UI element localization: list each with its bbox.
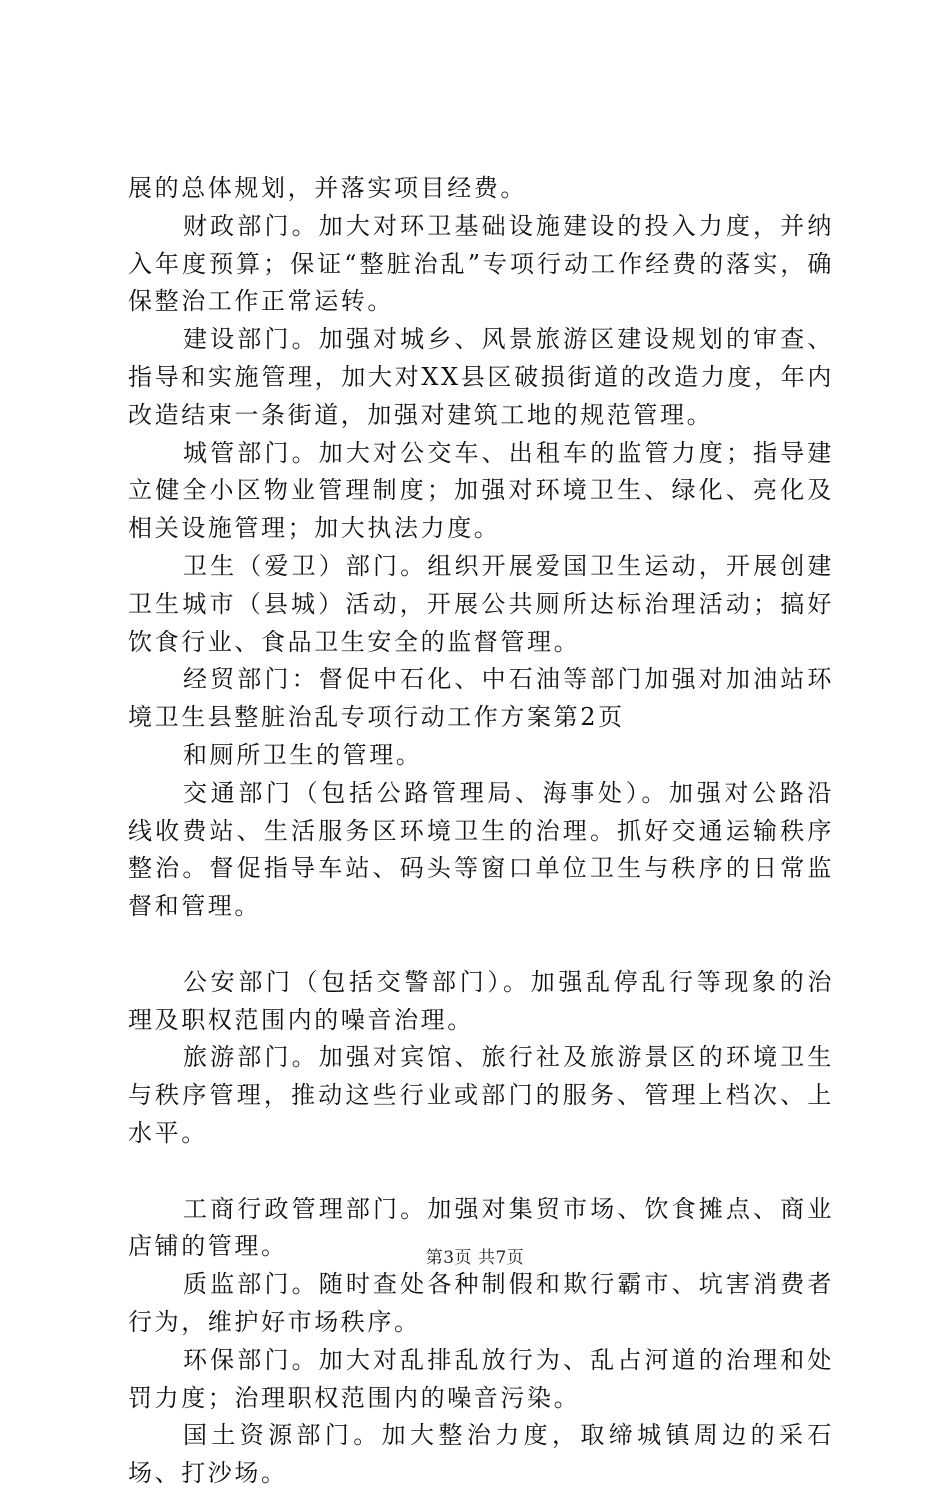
document-body [128, 170, 834, 1493]
paragraph-tourism-dept: 旅游部门。加强对宾馆、旅行社及旅游景区的环境卫生与秩序管理，推动这些行业或部门的服务、管理上档次、上水平。 [128, 1043, 834, 1147]
paragraph-continuation: 展的总体规划，并落实项目经费。 [128, 174, 527, 202]
page-footer: 第3页 共7页 [425, 1248, 525, 1268]
paragraph-public-security-dept: 公安部门（包括交警部门）。加强乱停乱行等现象的治理及职权范围内的噪音治理。 [128, 967, 834, 1034]
paragraph-environmental-dept: 环保部门。加大对乱排乱放行为、乱占河道的治理和处罚力度；治理职权范围内的噪音污染。 [128, 1345, 834, 1412]
paragraph-quality-supervision-dept: 质监部门。随时查处各种制假和欺行霸市、坑害消费者行为，维护好市场秩序。 [128, 1270, 834, 1336]
paragraph-finance-dept: 财政部门。加大对环卫基础设施建设的投入力度，并纳入年度预算；保证“整脏治乱”专项行动工作经费的落实，确保整治工作正常运转。 [128, 211, 834, 316]
paragraph-trade-dept: 经贸部门：督促中石化、中石油等部门加强对加油站环境卫生县整脏治乱专项行动工作方案第2页 [128, 665, 834, 732]
paragraph-urban-management-dept: 城管部门。加大对公交车、出租车的监管力度；指导建立健全小区物业管理制度；加强对环境卫生、绿化、亮化及相关设施管理；加大执法力度。 [128, 438, 834, 543]
paragraph-construction-dept: 建设部门。加强对城乡、风景旅游区建设规划的审查、指导和实施管理，加大对XX县区破损街道的改造力度，年内改造结束一条街道，加强对建筑工地的规范管理。 [128, 325, 834, 429]
paragraph-transport-dept: 交通部门（包括公路管理局、海事处）。加强对公路沿线收费站、生活服务区环境卫生的治理。抓好交通运输秩序整治。督促指导车站、码头等窗口单位卫生与秩序的日常监督和管理。 [128, 778, 834, 921]
paragraph-health-dept: 卫生（爱卫）部门。组织开展爱国卫生运动，开展创建卫生城市（县城）活动，开展公共厕所达标治理活动；搞好饮食行业、食品卫生安全的监督管理。 [128, 551, 834, 656]
paragraph-trade-dept-continued: 和厕所卫生的管理。 [183, 740, 423, 769]
paragraph-commerce-dept: 工商行政管理部门。加强对集贸市场、饮食摊点、商业店铺的管理。 [128, 1194, 834, 1261]
paragraph-land-resources-dept: 国土资源部门。加大整治力度，取缔城镇周边的采石场、打沙场。 [128, 1421, 834, 1488]
